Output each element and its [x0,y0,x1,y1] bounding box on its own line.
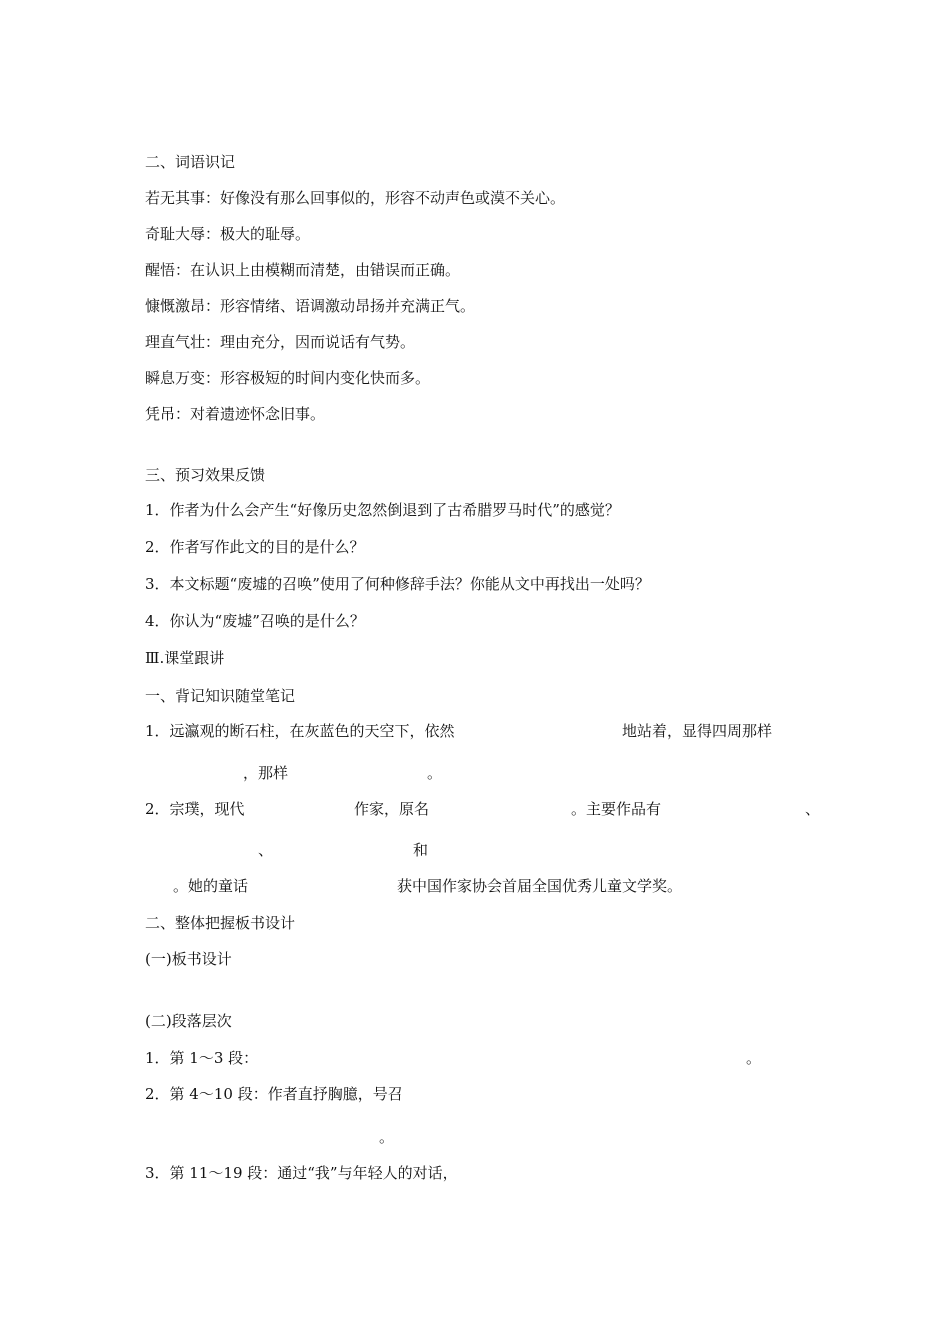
vocab-item: 慷慨激昂：形容情绪、语调激动昂扬并充满正气。 [145,297,476,315]
section-heading-vocabulary: 二、词语识记 [145,153,236,171]
fill-blank-text: 、 [805,800,821,818]
fill-blank-text: 和 [413,841,429,859]
paragraph-layers-heading: (二)段落层次 [145,1012,232,1030]
subsection-heading-overview: 二、整体把握板书设计 [145,914,296,932]
part-heading-classroom: Ⅲ.课堂跟讲 [145,649,225,667]
vocab-item: 瞬息万变：形容极短的时间内变化快而多。 [145,369,431,387]
fill-blank-text: 。主要作品有 [571,800,662,818]
question-item: 2．作者写作此文的目的是什么？ [145,538,365,556]
board-design-heading: (一)板书设计 [145,950,232,968]
question-item: 4．你认为“废墟”召唤的是什么？ [145,612,365,630]
fill-blank-text: ，那样 [243,764,289,782]
fill-blank-text: 2．宗璞，现代 [145,800,245,818]
fill-blank-text: 地站着，显得四周那样 [622,722,773,740]
fill-blank-text: 2．第 4～10 段：作者直抒胸臆，号召 [145,1085,403,1103]
question-item: 3．本文标题“废墟的召唤”使用了何种修辞手法？你能从文中再找出一处吗？ [145,575,650,593]
fill-blank-text: 。 [746,1049,762,1067]
fill-blank-text: 。 [379,1128,395,1146]
fill-blank-text: 作家，原名 [354,800,430,818]
fill-blank-text: 3．第 11～19 段：通过“我”与年轻人的对话， [145,1164,458,1182]
vocab-item: 奇耻大辱：极大的耻辱。 [145,225,311,243]
section-heading-preview-feedback: 三、预习效果反馈 [145,466,266,484]
fill-blank-text: 。 [427,764,443,782]
fill-blank-text: 1．第 1～3 段： [145,1049,259,1067]
vocab-item: 若无其事：好像没有那么回事似的，形容不动声色或漠不关心。 [145,189,566,207]
fill-blank-text: 、 [258,841,274,859]
fill-blank-text: 1．远瀛观的断石柱，在灰蓝色的天空下，依然 [145,722,455,740]
fill-blank-text: 获中国作家协会首届全国优秀儿童文学奖。 [397,877,683,895]
subsection-heading-notes: 一、背记知识随堂笔记 [145,687,296,705]
vocab-item: 醒悟：在认识上由模糊而清楚，由错误而正确。 [145,261,461,279]
vocab-item: 凭吊：对着遗迹怀念旧事。 [145,405,326,423]
vocab-item: 理直气壮：理由充分，因而说话有气势。 [145,333,416,351]
fill-blank-text: 。她的童话 [173,877,249,895]
question-item: 1．作者为什么会产生“好像历史忽然倒退到了古希腊罗马时代”的感觉？ [145,501,620,519]
